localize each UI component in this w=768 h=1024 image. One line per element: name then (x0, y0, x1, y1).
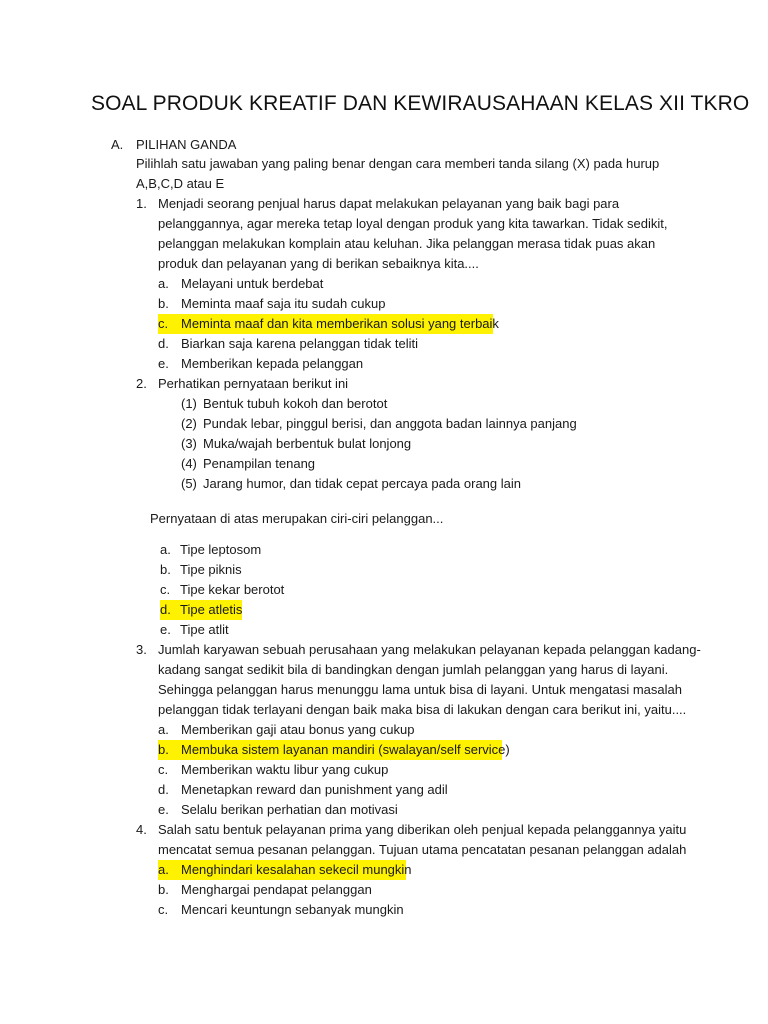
option-text: Tipe atletis (180, 602, 243, 617)
option-label: c. (158, 762, 169, 777)
option-text: Tipe leptosom (180, 542, 262, 557)
highlighted-answer (158, 860, 412, 880)
option-text: Memberikan kepada pelanggan (181, 356, 364, 371)
option-text: Menetapkan reward dan punishment yang adil (181, 782, 448, 797)
option-label: b. (158, 882, 169, 897)
question-prompt: Pernyataan di atas merupakan ciri-ciri pelanggan... (150, 511, 444, 526)
question-text-line: produk dan pelayanan yang di berikan sebaiknya kita.... (158, 256, 479, 271)
highlighted-answer (158, 314, 499, 334)
statement-label: (3) (181, 436, 197, 451)
option-text: Mencari keuntungn sebanyak mungkin (181, 902, 404, 917)
question-text-line: pelanggan tidak terlayani dengan baik maka bisa di lakukan dengan cara berikut ini, yaitu.... (158, 702, 687, 717)
option-label: e. (158, 802, 169, 817)
option-label: a. (158, 722, 169, 737)
option-text: Biarkan saja karena pelanggan tidak teliti (181, 336, 419, 351)
option-text: Memberikan gaji atau bonus yang cukup (181, 722, 415, 737)
option-text: Tipe atlit (180, 622, 229, 637)
question-text-line: pelanggannya, agar mereka tetap loyal dengan produk yang kita tawarkan. Tidak sedikit, (158, 216, 668, 231)
statement-label: (4) (181, 456, 197, 471)
statement-label: (1) (181, 396, 197, 411)
question-text-line: kadang sangat sedikit bila di bandingkan dengan jumlah pelanggan yang harus di layani. (158, 662, 669, 677)
statement-text: Pundak lebar, pinggul berisi, dan anggota badan lainnya panjang (203, 416, 577, 431)
option-label: e. (160, 622, 171, 637)
statement-label: (5) (181, 476, 197, 491)
section-heading: PILIHAN GANDA (136, 137, 237, 152)
statement-text: Bentuk tubuh kokoh dan berotot (203, 396, 388, 411)
option-text: Meminta maaf dan kita memberikan solusi yang terbaik (181, 316, 499, 331)
option-text: Tipe kekar berotot (180, 582, 285, 597)
question-text-line: Jumlah karyawan sebuah perusahaan yang melakukan pelayanan kepada pelanggan kadang- (158, 642, 701, 657)
option-text: Tipe piknis (180, 562, 242, 577)
option-label: c. (158, 902, 169, 917)
option-label: d. (158, 336, 169, 351)
instruction-line-1: Pilihlah satu jawaban yang paling benar dengan cara memberi tanda silang (X) pada hurup (136, 156, 660, 171)
highlighted-answer (160, 600, 242, 620)
question-text-line: Sehingga pelanggan harus menunggu lama untuk bisa di layani. Untuk mengatasi masalah (158, 682, 682, 697)
option-label: a. (158, 276, 169, 291)
document-title: SOAL PRODUK KREATIF DAN KEWIRAUSAHAAN KELAS XII TKRO (91, 92, 750, 115)
question-number: 3. (136, 642, 147, 657)
option-text: Menghindari kesalahan sekecil mungkin (181, 862, 412, 877)
section-label: A. (111, 137, 124, 152)
option-label: b. (158, 296, 169, 311)
question-text-line: Perhatikan pernyataan berikut ini (158, 376, 349, 391)
statement-text: Jarang humor, dan tidak cepat percaya pada orang lain (203, 476, 521, 491)
option-label: d. (158, 782, 169, 797)
option-text: Melayani untuk berdebat (181, 276, 324, 291)
option-label: a. (158, 862, 169, 877)
question-text-line: Salah satu bentuk pelayanan prima yang diberikan oleh penjual kepada pelanggannya yaitu (158, 822, 687, 837)
question-text-line: pelanggan melakukan komplain atau keluhan. Jika pelanggan merasa tidak puas akan (158, 236, 656, 251)
option-label: c. (158, 316, 169, 331)
question-text-line: Menjadi seorang penjual harus dapat melakukan pelayanan yang baik bagi para (158, 196, 620, 211)
option-label: c. (160, 582, 171, 597)
option-text: Menghargai pendapat pelanggan (181, 882, 372, 897)
option-text: Meminta maaf saja itu sudah cukup (181, 296, 386, 311)
highlighted-answer (158, 740, 510, 760)
question-number: 4. (136, 822, 147, 837)
statement-label: (2) (181, 416, 197, 431)
option-text: Memberikan waktu libur yang cukup (181, 762, 389, 777)
instruction-line-2: A,B,C,D atau E (136, 176, 225, 191)
option-label: b. (160, 562, 171, 577)
question-text-line: mencatat semua pesanan pelanggan. Tujuan utama pencatatan pesanan pelanggan adalah (158, 842, 687, 857)
option-label: a. (160, 542, 171, 557)
option-label: d. (160, 602, 171, 617)
option-label: b. (158, 742, 169, 757)
question-number: 2. (136, 376, 147, 391)
statement-text: Penampilan tenang (203, 456, 316, 471)
question-number: 1. (136, 196, 147, 211)
option-label: e. (158, 356, 169, 371)
statement-text: Muka/wajah berbentuk bulat lonjong (203, 436, 412, 451)
option-text: Membuka sistem layanan mandiri (swalayan/self service) (181, 742, 510, 757)
option-text: Selalu berikan perhatian dan motivasi (181, 802, 398, 817)
